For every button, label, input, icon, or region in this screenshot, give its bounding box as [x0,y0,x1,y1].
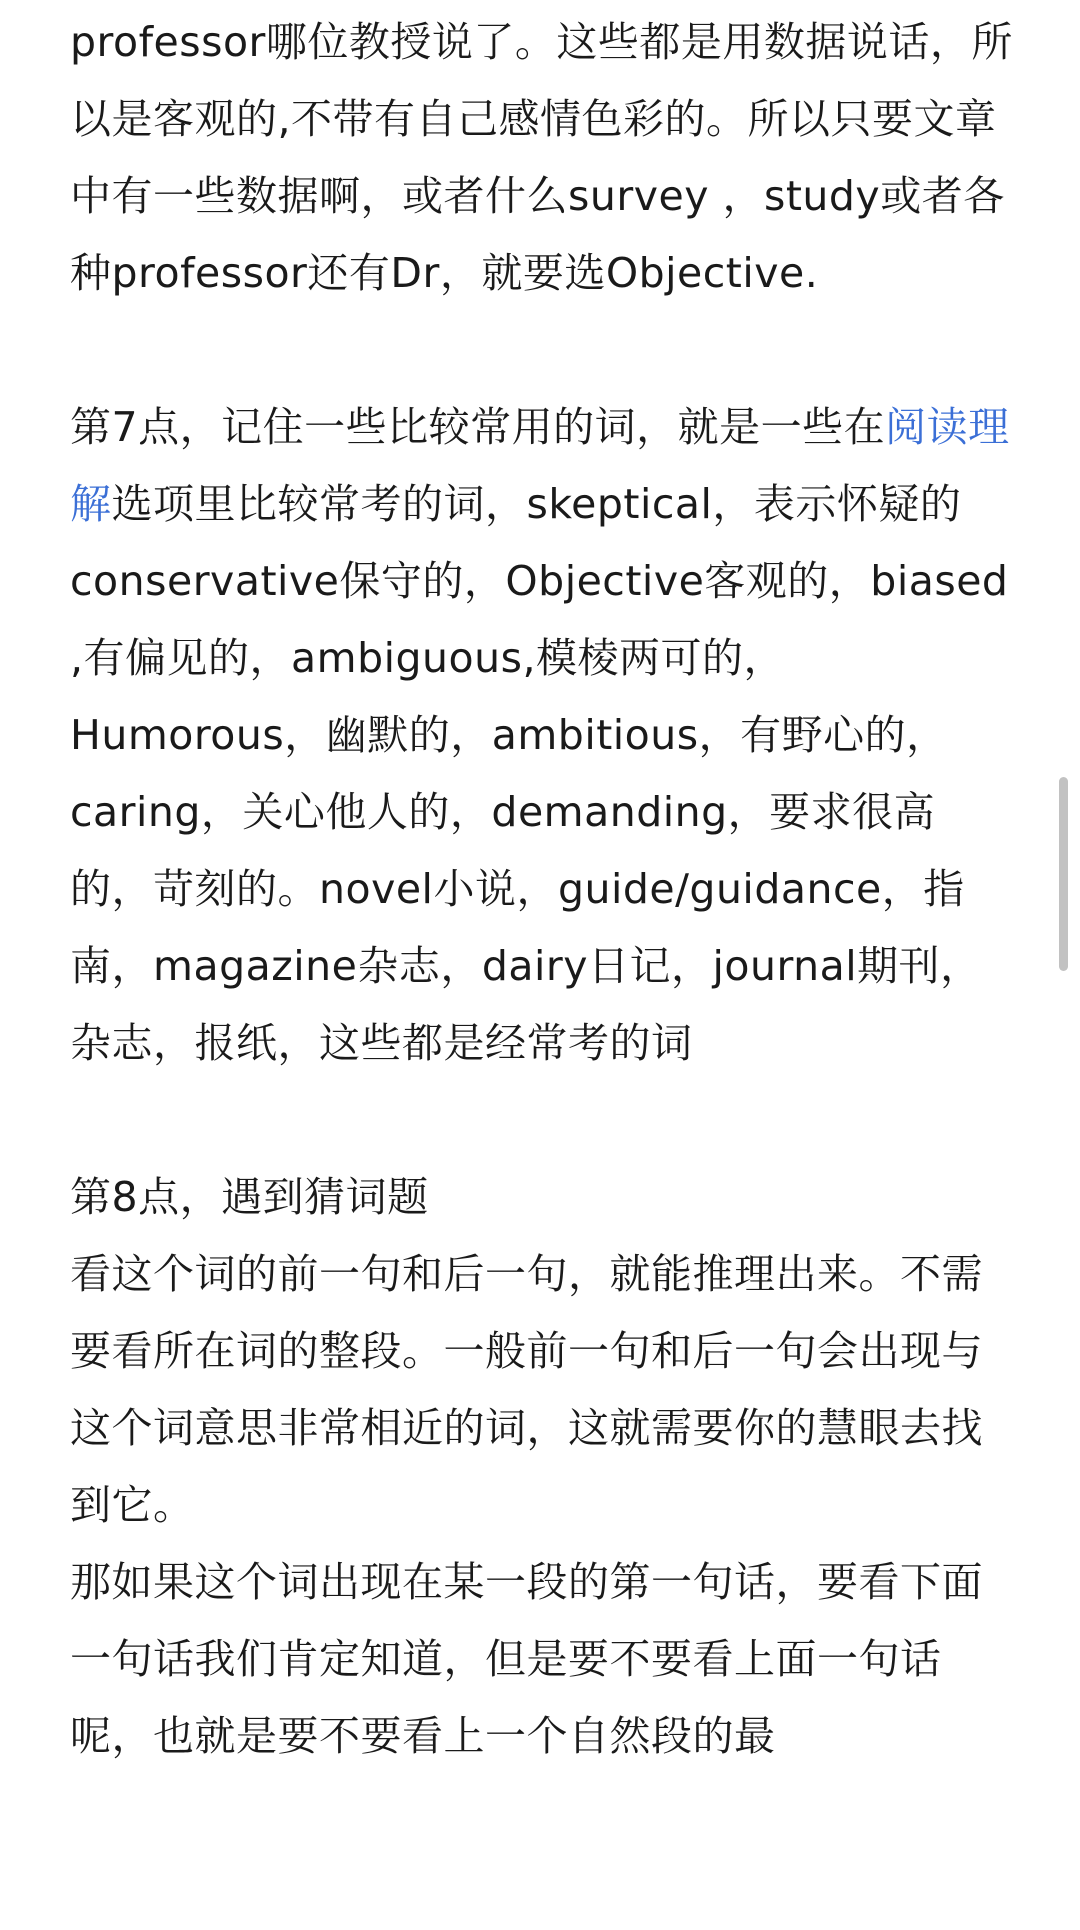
paragraph-first-sentence: 那如果这个词出现在某一段的第一句话，要看下面一句话我们肯定知道，但是要不要看上面一句话呢，也就是要不要看上一个自然段的最 [70,1558,983,1760]
point-7-intro: 第7点，记住一些比较常用的词，就是一些在 [70,403,886,451]
paragraph-gap [70,312,1015,389]
paragraph-point-7 [70,389,1023,1082]
paragraph-objective-tips: professor哪位教授说了。这些都是用数据说话，所以是客观的,不带有自己感情色彩的。所以只要文章中有一些数据啊，或者什么survey ，study或者各种professor还有Dr，就要选Objective. [70,18,1013,297]
paragraph-guess-word: 看这个词的前一句和后一句，就能推理出来。不需要看所在词的整段。一般前一句和后一句会出现与这个词意思非常相近的词，这就需要你的慧眼去找到它。 [70,1250,983,1529]
point-7-vocab-list: 选项里比较常考的词，skeptical，表示怀疑的 conservative保守的，Objective客观的，biased ,有偏见的，ambiguous,模棱两可的，Humorous，幽默的，ambitious，有野心的，caring，关心他人的，demanding，要求很高的，苛刻的。novel小说，guide/guidance，指南，magazine杂志，dairy日记，journal期刊，杂志，报纸，这些都是经常考的词 [70,480,1023,1067]
paragraph-gap [70,1082,1015,1159]
reading-comprehension-link[interactable]: 阅读理解 [70,403,1010,528]
scrollbar-thumb[interactable] [1059,777,1068,971]
point-8-heading: 第8点，遇到猜词题 [70,1173,429,1221]
article-body [70,4,1023,1775]
